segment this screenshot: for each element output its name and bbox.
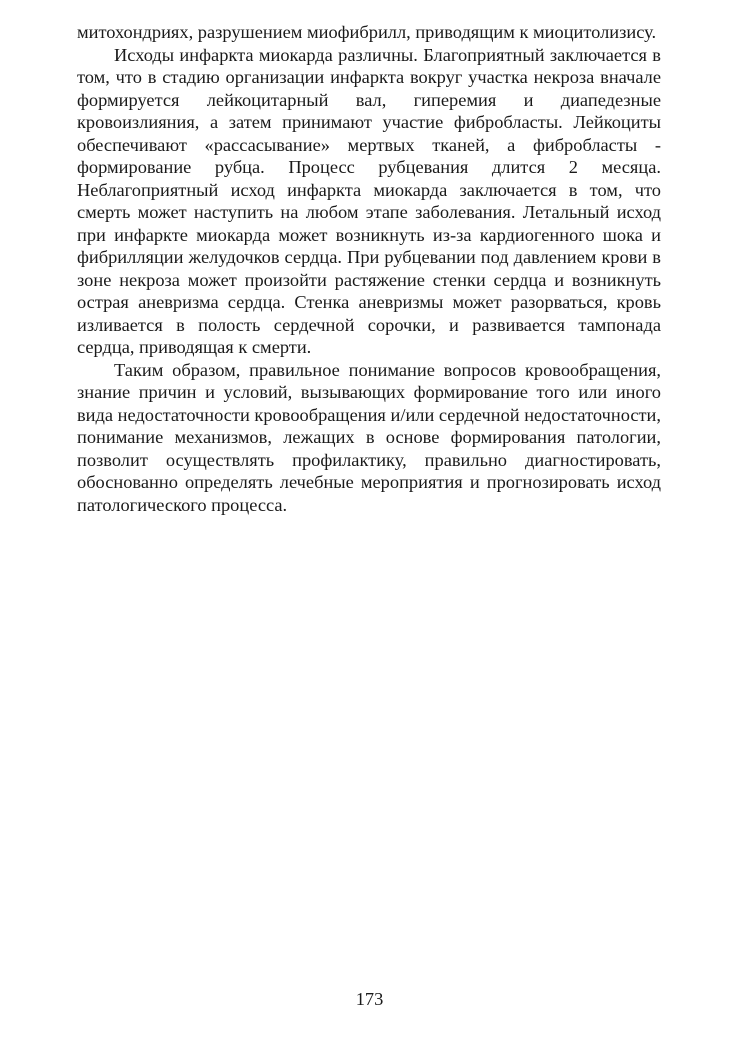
paragraph-continuation: митохондриях, разрушением миофибрилл, приводящим к миоцитолизису. (77, 22, 657, 42)
page-number: 173 (355, 989, 384, 1009)
paragraph-conclusion: Таким образом, правильное понимание вопросов кровообращения, знание причин и условий, вызывающих формирование того или иного вида недостаточности кровообращения и/или сердечной недостаточности, понимание механизмов, лежащих в основе формирования патологии, позволит осуществлять профилактику, правильно диагностировать, обоснованно определять лечебные мероприятия и прогнозировать исход патологического процесса. (77, 359, 661, 515)
paragraph-infarction-outcomes: Исходы инфаркта миокарда различны. Благоприятный заключается в том, что в стадию организации инфаркта вокруг участка некроза вначале формируется лейкоцитарный вал, гиперемия и диапедезные кровоизлияния, а затем принимают участие фибробласты. Лейкоциты обеспечивают «рассасывание» мертвых тканей, а фибробласты - формирование рубца. Процесс рубцевания длится 2 месяца. Неблагоприятный исход инфаркта миокарда заключается в том, что смерть может наступить на любом этапе заболевания. Летальный исход при инфаркте миокарда может возникнуть из-за кардиогенного шока и фибрилляции желудочков сердца. При рубцевании под давлением крови в зоне некроза может произойти растяжение стенки сердца и возникнуть острая аневризма сердца. Стенка аневризмы может разорваться, кровь изливается в полость сердечной сорочки, и развивается тампонада сердца, приводящая к смерти. (77, 44, 661, 357)
body-text (77, 21, 661, 516)
